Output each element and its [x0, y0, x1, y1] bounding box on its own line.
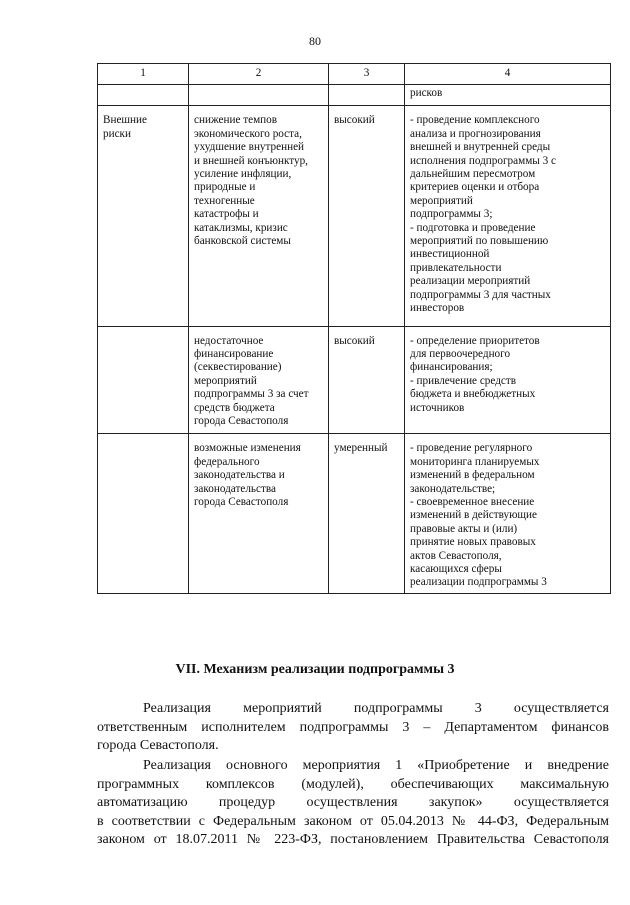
measures-text: исполнения подпрограммы 3 с	[410, 154, 556, 167]
risk-text: города Севастополя	[194, 495, 289, 508]
measures-text: инвесторов	[410, 302, 465, 315]
table-row-continuation	[98, 85, 611, 106]
risk-text: города Севастополя	[194, 414, 289, 427]
continuation-text: рисков	[410, 87, 443, 100]
measures-text: - определение приоритетов	[410, 334, 540, 347]
table-cell	[189, 85, 329, 106]
paragraph-line: Реализация основного мероприятия 1 «Приобретение и внедрение	[143, 758, 609, 773]
header-col-3: 3	[329, 64, 405, 85]
measures-text: привлекательности	[410, 261, 502, 274]
header-col-2: 2	[189, 64, 329, 85]
risk-text: катаклизмы, кризис	[194, 221, 288, 234]
risk-cell	[189, 434, 329, 593]
category-cell	[98, 326, 189, 434]
measures-text: дальнейшим пересмотром	[410, 168, 536, 181]
measures-text: бюджета и внебюджетных	[410, 388, 536, 401]
category-text: Внешние	[103, 114, 147, 127]
paragraph-line: программных комплексов (модулей), обеспечивающих максимальную	[97, 776, 609, 792]
header-col-1: 1	[98, 64, 189, 85]
risk-text: природные и	[194, 181, 256, 194]
header-col-4: 4	[405, 64, 611, 85]
risk-text: средств бюджета	[194, 401, 275, 414]
paragraph-line: законом от 18.07.2011 № 223-ФЗ, постановлением Правительства Севастополя	[97, 832, 609, 848]
measures-text: анализа и прогнозирования	[410, 127, 541, 140]
paragraph-line: автоматизацию процедур осуществления закупок» осуществляется	[97, 795, 609, 811]
risk-text: техногенные	[194, 194, 255, 207]
paragraph-1	[97, 700, 609, 756]
table-row	[98, 434, 611, 593]
table-header-row	[98, 64, 611, 85]
risk-cell	[189, 326, 329, 434]
level-cell	[329, 434, 405, 593]
measures-text: финансирования;	[410, 361, 493, 374]
measures-text: касающихся сферы	[410, 563, 502, 575]
risk-text: ухудшение внутренней	[194, 141, 305, 154]
level-cell	[329, 106, 405, 326]
risk-text: возможные изменения	[194, 442, 301, 455]
measures-text: мониторинга планируемых	[410, 455, 540, 468]
measures-text: внешней и внутренней среды	[410, 141, 551, 154]
risk-table	[97, 63, 611, 594]
measures-cell	[405, 326, 611, 434]
risk-cell	[189, 106, 329, 326]
measures-text: - своевременное внесение	[410, 495, 535, 508]
measures-text: мероприятий	[410, 194, 473, 207]
table-row	[98, 326, 611, 434]
measures-text: критериев оценки и отбора	[410, 181, 540, 194]
risk-text: банковской системы	[194, 235, 291, 248]
risk-text: мероприятий	[194, 374, 257, 387]
risk-text: подпрограммы 3 за счет	[194, 388, 309, 401]
measures-text: законодательстве;	[410, 482, 496, 495]
measures-text: реализации мероприятий	[410, 275, 531, 288]
paragraph-2	[97, 757, 609, 850]
measures-text: реализации подпрограммы 3	[410, 576, 547, 589]
risk-text: усиление инфляции,	[194, 168, 292, 181]
risk-text: федерального	[194, 455, 260, 468]
level-text: высокий	[334, 114, 375, 127]
risk-text: снижение темпов	[194, 114, 278, 127]
level-text: умеренный	[334, 442, 388, 455]
risk-text: финансирование	[194, 347, 274, 360]
measures-text: - проведение регулярного	[410, 442, 533, 455]
risk-text: и внешней конъюнктур,	[194, 154, 308, 167]
measures-text: актов Севастополя,	[410, 549, 502, 562]
risk-text: недостаточное	[194, 334, 264, 347]
risk-text: катастрофы и	[194, 208, 259, 221]
measures-text: - подготовка и проведение	[410, 221, 536, 234]
table-cell	[329, 85, 405, 106]
table-cell	[98, 85, 189, 106]
page-number: 80	[309, 34, 321, 48]
measures-cell	[405, 434, 611, 593]
risk-text: законодательства и	[194, 469, 285, 482]
risk-text: экономического роста,	[194, 127, 302, 140]
category-text: риски	[103, 127, 131, 140]
measures-text: - проведение комплексного	[410, 114, 540, 127]
paragraph-line: Реализация мероприятий подпрограммы 3 осуществляется	[143, 701, 609, 716]
category-cell	[98, 106, 189, 326]
measures-text: подпрограммы 3;	[410, 208, 493, 221]
measures-text: изменений в федеральном	[410, 469, 535, 482]
measures-text: изменений в действующие	[410, 509, 538, 522]
paragraph-line: ответственным исполнителем подпрограммы 3 – Департаментом финансов	[97, 719, 609, 735]
paragraph-line: города Севастополя.	[97, 738, 219, 754]
measures-cell	[405, 106, 611, 326]
measures-text: для первоочередного	[410, 347, 511, 360]
measures-text: принятие новых правовых	[410, 536, 536, 549]
category-cell	[98, 434, 189, 593]
level-cell	[329, 326, 405, 434]
table-row	[98, 106, 611, 326]
measures-text: мероприятий по повышению	[410, 235, 549, 248]
measures-text: правовые акты и (или)	[410, 522, 518, 535]
measures-text: подпрограммы 3 для частных	[410, 288, 551, 301]
table-cell	[405, 85, 611, 106]
measures-text: - привлечение средств	[410, 374, 517, 387]
risk-text: законодательства	[194, 482, 276, 495]
measures-text: источников	[410, 401, 465, 414]
section-heading: VII. Механизм реализации подпрограммы 3	[175, 662, 455, 677]
risk-text: (секвестирование)	[194, 361, 282, 374]
level-text: высокий	[334, 334, 375, 347]
measures-text: инвестиционной	[410, 248, 490, 261]
paragraph-line: в соответствии с Федеральным законом от 05.04.2013 № 44-ФЗ, Федеральным	[97, 813, 609, 829]
